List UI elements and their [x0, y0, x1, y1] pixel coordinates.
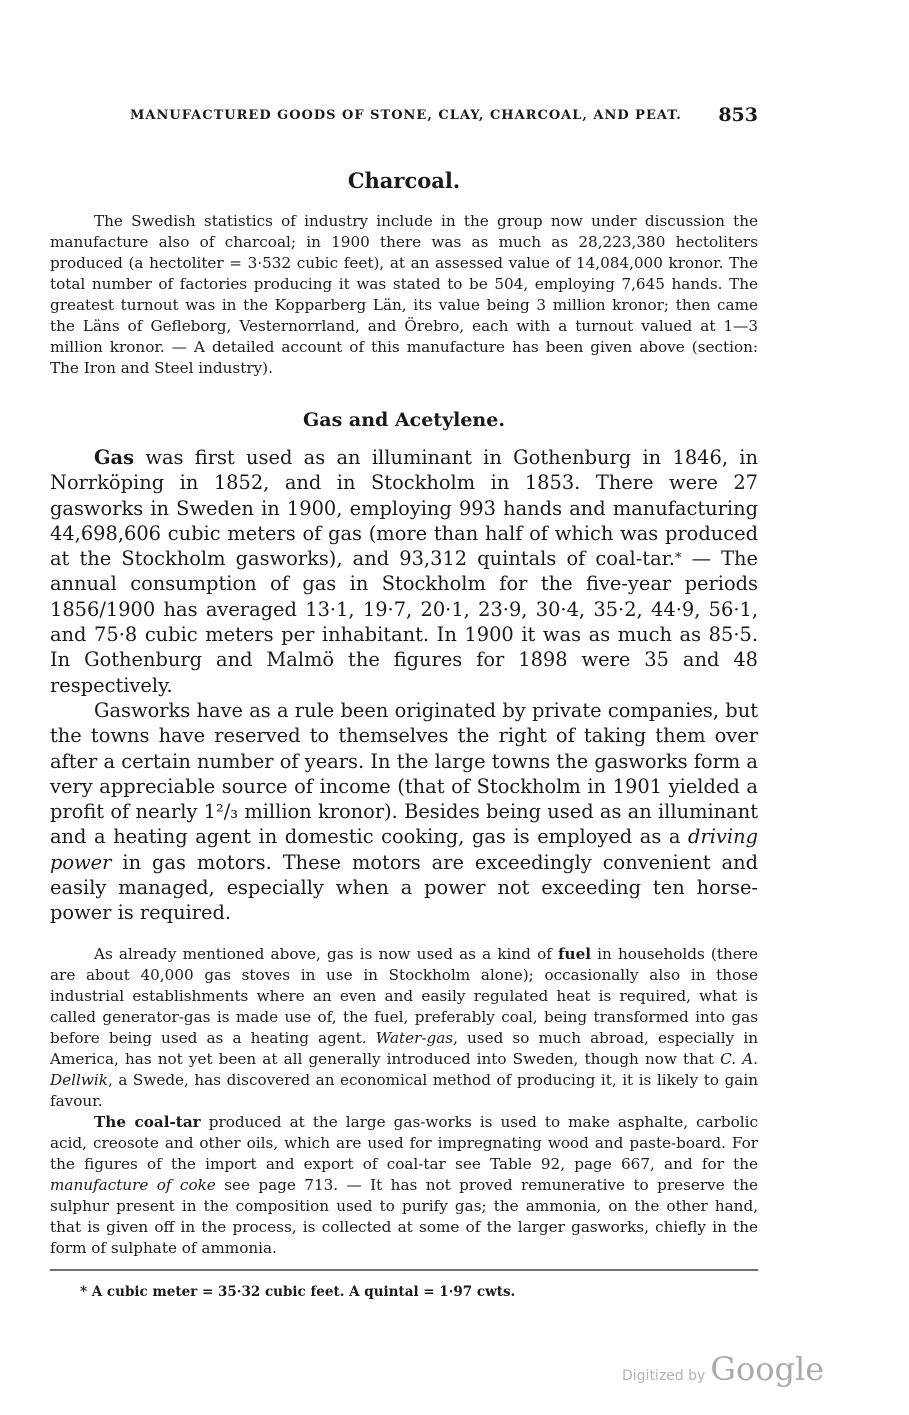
gas-p1-text-b: — The annual consumption of gas in Stockholm for the five-year periods 1856/1900 has averaged 13·1, 19·7, 20·1, 23·9, 30·4, 35·2, 44·9, 56·1, and 75·8 cubic meters per inhabitant. In 1900 it was as much as 85·5. In Gothenburg and Malmö the figures for 1898 were 35 and 48 respectively.	[50, 547, 758, 697]
fuel-emphasis: fuel	[558, 944, 592, 963]
running-header	[50, 100, 758, 130]
footnote-rule	[50, 1264, 758, 1274]
footnote: * A cubic meter = 35·32 cubic feet. A quintal = 1·97 cwts.	[80, 1283, 516, 1300]
gas-paragraph-4	[50, 1112, 758, 1259]
gas-p3-text-a: As already mentioned above, gas is now used as a kind of	[94, 944, 558, 963]
page-number: 853	[718, 104, 758, 126]
gas-p4-text-b: see page 713. — It has not proved remunerative to preserve the sulphur present in the composition used to purify gas; the ammonia, on the other hand, that is given off in the process, is collected at some of the larger gasworks, chiefly in the form of sulphate of ammonia.	[50, 1175, 758, 1257]
google-logo: Google	[710, 1350, 825, 1388]
gas-p4-text-a: produced at the large gas-works is used to make asphalte, carbolic acid, creosote and other oils, which are used for impregnating wood and paste-board. For the figures of the import and export of coal-tar see Table 92, page 667, and for the	[50, 1112, 758, 1173]
footnote-reference: *	[674, 551, 682, 567]
coal-tar-lead: The coal-tar	[94, 1112, 201, 1131]
gas-paragraph-3	[50, 944, 758, 1112]
gas-p3-text-c: , used so much abroad, especially in America, has not yet been at all generally introduced into Sweden, though now that	[50, 1028, 758, 1068]
gas-p1-text-a: was first used as an illuminant in Gothenburg in 1846, in Norrköping in 1852, and in Stockholm in 1853. There were 27 gasworks in Sweden in 1900, employing 993 hands and manufacturing 44,698,606 cubic meters of gas (more than half of which was produced at the Stockholm gasworks), and 93,312 quintals of coal-tar.	[50, 446, 758, 571]
dellwik-emphasis: C. A. Dellwik	[50, 1049, 758, 1089]
paragraph-gap	[50, 926, 758, 944]
gas-paragraph-2	[50, 698, 758, 926]
section-heading-gas: Gas and Acetylene.	[303, 409, 505, 431]
digitized-watermark	[622, 1350, 824, 1388]
gas-p3-text-d: , a Swede, has discovered an economical method of producing it, it is likely to gain favour.	[50, 1070, 758, 1110]
water-gas-emphasis: Water-gas	[375, 1028, 454, 1047]
watermark-prefix: Digitized by	[622, 1368, 706, 1384]
driving-power-emphasis: driving power	[50, 825, 758, 874]
gas-lead-word: Gas	[94, 446, 135, 469]
book-page	[50, 100, 758, 1300]
gas-p2-text-b: in gas motors. These motors are exceedingly convenient and easily managed, especially when a power not exceeding ten horse-power is required.	[50, 850, 758, 925]
charcoal-paragraph: The Swedish statistics of industry include in the group now under discussion the manufacture also of charcoal; in 1900 there was as much as 28,223,380 hectoliters produced (a hectoliter = 3·532 cubic feet), at an assessed value of 14,084,000 kronor. The total number of factories producing it was stated to be 504, employing 7,645 hands. The greatest turnout was in the Kopparberg Län, its value being 3 million kronor; then came the Läns of Gefleborg, Vesternorrland, and Örebro, each with a turnout valued at 1—3 million kronor. — A detailed account of this manufacture has been given above (section: The Iron and Steel industry).	[50, 212, 758, 377]
running-title: MANUFACTURED GOODS OF STONE, CLAY, CHARCOAL, AND PEAT.	[130, 108, 682, 123]
gas-p3-text-b: in households (there are about 40,000 gas stoves in use in Stockholm alone); occasionally also in those industrial establishments where an even and easily regulated heat is required, what is called generator-gas is made use of, the fuel, preferably coal, being transformed into gas before being used as a heating agent.	[50, 944, 758, 1047]
coke-emphasis: manufacture of coke	[50, 1175, 216, 1194]
gas-p2-text-a: Gasworks have as a rule been originated by private companies, but the towns have reserved to themselves the right of taking them over after a certain number of years. In the large towns the gasworks form a very appreciable source of income (that of Stockholm in 1901 yielded a profit of nearly 1²/₃ million kronor). Besides being used as an illuminant and a heating agent in domestic cooking, gas is employed as a	[50, 698, 758, 849]
section-heading-charcoal: Charcoal.	[347, 168, 461, 193]
gas-paragraph-1	[50, 445, 758, 698]
